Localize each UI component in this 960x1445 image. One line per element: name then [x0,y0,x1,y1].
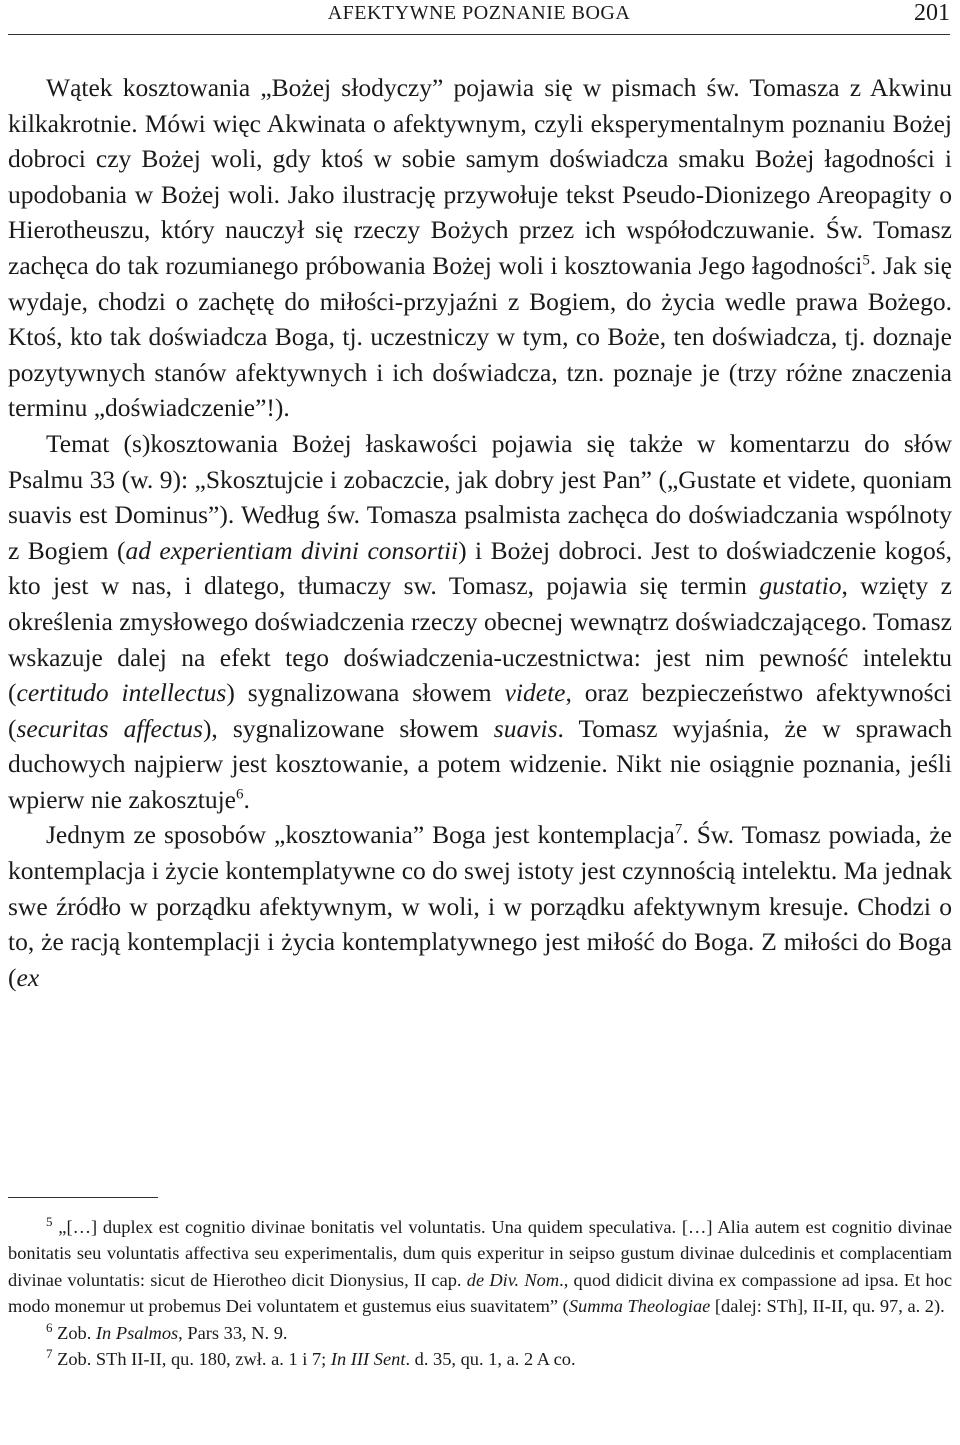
footnote-ref-6[interactable]: 6 [236,786,244,803]
text-run: Zob. [52,1322,96,1343]
italic-term: de Div. Nom [466,1269,560,1290]
italic-term: In Psalmos [95,1322,179,1343]
page-number: 201 [914,0,950,26]
text-run: [dalej: STh], II-II, qu. 97, a. 2). [710,1296,945,1317]
footnotes [8,1214,952,1372]
text-run: . d. 35, qu. 1, a. 2 A co. [405,1349,576,1370]
italic-term: securitas affectus [16,713,203,743]
text-run: . Jak się wydaje, chodzi o zachętę do miłości-przyjaźni z Bogiem, do życia wedle prawa Bożego. Ktoś, kto tak doświadcza Boga, tj. uczestniczy w tym, co Boże, ten doświadcza, tj. doznaje pozytywnych stanów afektywnych i ich doświadcza, tzn. poznaje je (trzy różne znaczenia terminu „doświadczenie”!). [8,250,953,423]
text-run: Wątek kosztowania „Bożej słodyczy” pojawia się w pismach św. Tomasza z Akwinu kilkakrotnie. Mówi więc Akwinata o afektywnym, czyli eksperymentalnym poznaniu Bożej dobroci czy Bożej woli, gdy ktoś w sobie samym doświadcza smaku Bożej łagodności i upodobania w Bożej woli. Jako ilustrację przywołuje tekst Pseudo-Dionizego Areopagity o Hierotheuszu, który nauczył się rzeczy Bożych przez ich współodczuwanie. Św. Tomasz zachęca do tak rozumianego próbowania Bożej woli i kosztowania Jego łagodności [8,73,952,280]
italic-term: ad experientiam divini consortii [125,535,459,565]
text-run: Zob. STh II-II, qu. 180, zwł. a. 1 i 7; [52,1349,331,1370]
running-head [8,0,950,40]
paragraph-1 [8,70,952,426]
text-run: , Pars 33, N. 9. [178,1322,288,1343]
body-text [8,70,952,995]
paragraph-2 [8,426,952,818]
footnote-ref-7[interactable]: 7 [674,821,683,838]
text-run: ., quod didicit divina ex compassione ad ipsa. Et hoc modo monemur ut probemus Dei voluntatem et gustemus eius suavitatem” ( [8,1269,952,1317]
text-run: ) i Bożej dobroci. Jest to doświadczenie kogoś, kto jest w nas, i dlatego, tłumaczy sw. Tomasz, pojawia się termin [8,535,953,601]
footnote-number: 7 [46,1345,53,1361]
text-run: . Św. Tomasz powiada, że kontemplacja i życie kontemplatywne co do swej istoty jest czynnością intelektu. Ma jednak swe źródło w porządku afektywnym, w woli, i w porządku afektywnym kresuje. Chodzi o to, że racją kontemplacji i życia kontemplatywnego jest miłość do Boga. Z miłości do Boga ( [8,820,952,992]
text-run: Temat (s)kosztowania Bożej łaskawości pojawia się także w komentarzu do słów Psalmu 33 (w. 9): „Skosztujcie i zobaczcie, jak dobry jest Pan” („Gustate et videte, quoniam suavis est Dominus”). Według św. Tomasza psalmista zachęca do doświadczania wspólnoty z Bogiem ( [8,428,952,565]
italic-term: suavis [493,713,558,743]
italic-term: certitudo intellectus [16,678,227,708]
text-run: . [243,784,250,814]
text-run: Jednym ze sposobów „kosztowania” Boga jest kontemplacja [46,820,675,850]
italic-term: gustatio [759,571,842,601]
footnote-rule [8,1197,158,1198]
italic-term: In III Sent [330,1349,406,1370]
text-run: „[…] duplex est cognitio divinae bonitatis vel voluntatis. Una quidem speculativa. […] Alia autem est cognitio divinae bonitatis seu voluntatis affectiva seu experimentalis, dum quis experitur in seipso gustum divinae dulcedinis et complacentiam divinae voluntatis: sicut de Hierotheo dicit Dionysius, II cap. [8,1217,952,1290]
footnote-6 [8,1320,952,1346]
footnote-5 [8,1214,952,1320]
footnote-7 [8,1346,952,1372]
footnote-number: 5 [46,1213,53,1229]
footnote-number: 6 [46,1319,53,1335]
text-run: , wzięty z określenia zmysłowego doświadczenia rzeczy obecnej wewnątrz doświadczającego. Tomasz wskazuje dalej na efekt tego doświadczenia-uczestnictwa: jest nim pewność intelektu ( [8,571,953,708]
text-run: ), sygnalizowane słowem [202,713,494,743]
footnote-ref-5[interactable]: 5 [862,252,870,269]
paragraph-3 [8,817,952,995]
text-run: ) sygnalizowana słowem [226,678,505,708]
text-run: , oraz bezpieczeństwo afektywności ( [8,678,952,743]
text-run: . Tomasz wyjaśnia, że w sprawach duchowych najpierw jest kosztowanie, a potem widzenie. Nikt nie osiągnie poznania, jeśli wpierw nie zakosztuje [8,713,952,814]
running-title: AFEKTYWNE POZNANIE BOGA [327,2,631,24]
italic-term: ex [16,962,40,992]
header-rule [8,34,950,35]
italic-term: videte [504,678,566,708]
italic-term: Summa Theologiae [568,1296,711,1317]
